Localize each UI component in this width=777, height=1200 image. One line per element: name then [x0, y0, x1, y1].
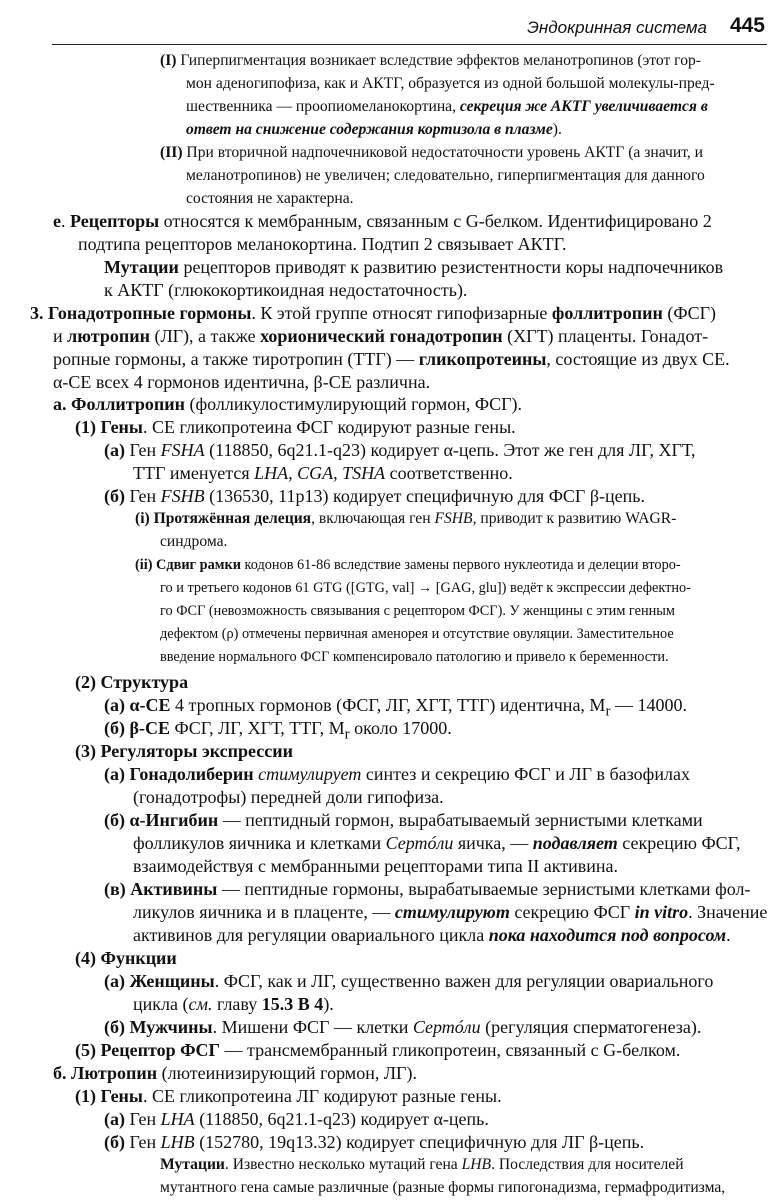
text-span: , включающая ген	[311, 510, 435, 527]
text-line	[160, 600, 675, 622]
running-title: Эндокринная система	[527, 18, 707, 37]
text-span: Ген	[125, 1132, 161, 1152]
text-line	[104, 878, 750, 900]
text-line	[186, 165, 705, 187]
text-line	[75, 947, 177, 969]
text-span: (1) Гены	[75, 417, 143, 437]
text-span: (4) Функции	[75, 948, 177, 968]
text-span: подтипа рецепторов меланокортина. Подтип 2 связывает АКТГ.	[78, 234, 567, 254]
text-span: (ХГТ) плаценты. Гонадот-	[502, 326, 709, 346]
text-span: относятся к мембранным, связанным с G-белком. Идентифицировано 2	[159, 211, 712, 231]
text-span: in vitro	[634, 902, 689, 922]
text-span: ФСГ, ЛГ, ХГТ, ТТГ, M	[169, 718, 345, 738]
text-line	[160, 577, 691, 599]
text-span: взаимодействуя с мембранными рецепторами типа II активина.	[133, 856, 618, 876]
text-span: б. Лютропин	[53, 1063, 158, 1083]
text-span: . СЕ гликопротеина ЛГ кодируют разные гены.	[142, 1086, 502, 1106]
text-span: состояния не характерна.	[186, 190, 354, 207]
text-span: главу	[212, 994, 262, 1014]
text-span: . Последствия для носителей	[491, 1156, 684, 1173]
text-span: . СЕ гликопротеина ФСГ кодируют разные гены.	[142, 417, 516, 437]
text-span: кодонов 61-86 вследствие замены первого нуклеотида и делеции второ-	[240, 557, 681, 573]
text-span: (а) Гонадолиберин	[104, 764, 254, 784]
text-span: 4 тропных гормонов (ФСГ, ЛГ, ХГТ, ТТГ) идентична, M	[170, 695, 606, 715]
text-span: ответ на снижение содержания кортизола в плазме	[186, 121, 553, 138]
text-span: подавляет	[532, 833, 618, 853]
text-line	[133, 462, 513, 484]
text-span: мутантного гена самые различные (разные формы гипогонадизма, гермафродитизма,	[160, 1179, 726, 1196]
text-line	[135, 554, 681, 576]
text-span: (фолликулостимулирующий гормон, ФСГ).	[184, 394, 522, 414]
text-span: — пептидные гормоны, вырабатываемые зернистыми клетками фол-	[217, 879, 751, 899]
text-span: к АКТГ (глюкокортикоидная недостаточность).	[104, 280, 468, 300]
text-span: Рецепторы	[70, 211, 160, 231]
text-span: . Мишени ФСГ — клетки	[212, 1017, 413, 1037]
text-span: пока находится под вопросом	[488, 925, 727, 945]
text-span: фолликулов яичника и клетками	[133, 833, 386, 853]
text-span: LHB	[160, 1132, 195, 1152]
text-span: LHA	[160, 1109, 195, 1129]
text-span: синдрома.	[160, 533, 228, 550]
text-line	[133, 855, 618, 877]
text-span: FSHB	[160, 486, 205, 506]
text-span: (II)	[160, 144, 183, 161]
text-span: (б)	[104, 1132, 125, 1152]
text-span: Сертóли	[412, 1017, 481, 1037]
text-span: (3) Регуляторы экспрессии	[75, 741, 293, 761]
text-line	[133, 901, 767, 923]
text-span: мон аденогипофиза, как и АКТГ, образуется из одной большой молекулы-пред-	[186, 75, 715, 92]
text-line	[53, 371, 430, 393]
text-span: . Известно несколько мутаций гена	[224, 1156, 462, 1173]
text-line	[53, 1062, 417, 1084]
text-span: яичка, —	[453, 833, 533, 853]
text-span: r	[344, 726, 350, 743]
text-line	[104, 809, 703, 831]
text-span: активинов для регуляции овариального цикла	[133, 925, 489, 945]
text-span: (ФСГ)	[662, 303, 716, 323]
text-span: Мутации	[104, 257, 179, 277]
text-line	[104, 763, 690, 785]
text-span: FSHB	[434, 510, 473, 527]
text-span: ).	[323, 994, 334, 1014]
text-span: . К этой группе относят гипофизарные	[251, 303, 552, 323]
text-line	[53, 348, 730, 370]
text-span: (а) α-СЕ	[104, 695, 171, 715]
text-span: (гонадотрофы) передней доли гипофиза.	[133, 787, 444, 807]
text-line	[160, 531, 227, 553]
text-span: r	[605, 703, 611, 720]
text-line	[104, 256, 723, 278]
text-line	[30, 302, 716, 324]
text-span: 15.3 В 4	[261, 994, 324, 1014]
text-span: лютропин	[67, 326, 150, 346]
text-line	[104, 1016, 701, 1038]
text-line	[53, 210, 712, 232]
text-span: . ФСГ, как и ЛГ, существенно важен для регуляции овариального	[214, 971, 714, 991]
text-span: ропные гормоны, а также тиротропин (ТТГ) —	[53, 349, 419, 369]
text-span: меланотропинов) не увеличен; следовательно, гиперпигментация для данного	[186, 167, 705, 184]
text-line	[160, 646, 669, 668]
text-span: секреция же АКТГ увеличивается в	[459, 98, 708, 115]
text-span: Сертóли	[385, 833, 454, 853]
text-line	[133, 786, 444, 808]
text-span: дефектом (ρ) отмечены первичная аменорея и отсутствие овуляции. Заместительное	[160, 626, 674, 642]
text-span: е	[53, 211, 61, 231]
text-span: Мутации	[160, 1156, 225, 1173]
text-line	[75, 740, 293, 762]
text-span: синтез и секрецию ФСГ и ЛГ в базофилах	[361, 764, 690, 784]
text-line	[75, 1039, 680, 1061]
text-line	[186, 96, 708, 118]
text-span: (регуляция сперматогенеза).	[480, 1017, 702, 1037]
text-span: (а)	[104, 440, 125, 460]
text-line	[186, 119, 562, 141]
text-line	[104, 279, 467, 301]
page-number: 445	[729, 14, 765, 37]
text-line	[53, 393, 522, 415]
text-span: LHB	[461, 1156, 492, 1173]
text-span: , приводит к развитию WAGR-	[472, 510, 677, 527]
text-span: го ФСГ (невозможность связывания с рецептором ФСГ). У женщины с этим генным	[160, 603, 675, 619]
text-span: (б) β-СЕ	[104, 718, 170, 738]
text-line	[160, 623, 674, 645]
text-span: стимулируют	[394, 902, 510, 922]
text-span: цикла (	[133, 994, 189, 1014]
text-span: около 17000.	[349, 718, 452, 738]
text-span: ).	[552, 121, 562, 138]
text-span: ТТГ именуется	[133, 463, 255, 483]
text-line	[133, 832, 741, 854]
text-line	[104, 1108, 489, 1130]
text-span: (i) Протяжённая делеция	[135, 510, 312, 527]
page-header	[0, 14, 777, 44]
text-span: а. Фоллитропин	[53, 394, 185, 414]
text-span: (118850, 6q21.1-q23) кодирует α-цепь.	[194, 1109, 489, 1129]
text-span: Ген	[125, 1109, 161, 1129]
text-span: (б) Мужчины	[104, 1017, 213, 1037]
text-span: (а)	[104, 1109, 125, 1129]
text-span: го и третьего кодонов 61 GTG ([GTG, val] → [GAG, glu]) ведёт к экспрессии дефектно-	[160, 580, 691, 596]
text-line	[135, 508, 676, 530]
text-span: рецепторов приводят к развитию резистентности коры надпочечников	[178, 257, 724, 277]
text-line	[75, 416, 516, 438]
text-span: секрецию ФСГ,	[617, 833, 741, 853]
text-line	[75, 1085, 502, 1107]
text-span: и	[53, 326, 68, 346]
text-span: (ЛГ), а также	[149, 326, 261, 346]
text-span: . Значение	[688, 902, 768, 922]
text-span: (2) Структура	[75, 672, 189, 692]
text-span: LHA, CGA, TSHA	[254, 463, 386, 483]
text-span: (а) Женщины	[104, 971, 215, 991]
text-span: При вторичной надпочечниковой недостаточности уровень АКТГ (а значит, и	[182, 144, 704, 161]
text-line	[160, 1177, 725, 1199]
text-span: хорионический гонадотропин	[260, 326, 503, 346]
text-span: шественника — проопиомеланокортина,	[186, 98, 460, 115]
text-span: фоллитропин	[551, 303, 663, 323]
text-span: — 14000.	[610, 695, 687, 715]
text-span: (1) Гены	[75, 1086, 143, 1106]
text-line	[78, 233, 566, 255]
text-line	[133, 924, 731, 946]
text-span: , состоящие из двух СЕ.	[546, 349, 730, 369]
text-span: 3. Гонадотропные гормоны	[30, 303, 252, 323]
text-line	[53, 325, 708, 347]
text-line	[104, 485, 645, 507]
text-span: секрецию ФСГ	[509, 902, 635, 922]
text-span: FSHA	[160, 440, 205, 460]
text-span: — трансмембранный гликопротеин, связанный с G-белком.	[220, 1040, 681, 1060]
text-span: α-СЕ всех 4 гормонов идентична, β-СЕ различна.	[53, 372, 431, 392]
text-span: (136530, 11p13) кодирует специфичную для ФСГ β-цепь.	[204, 486, 645, 506]
text-span: (118850, 6q21.1-q23) кодирует α-цепь. Этот же ген для ЛГ, ХГТ,	[204, 440, 696, 460]
text-line	[160, 1154, 684, 1176]
text-span: — пептидный гормон, вырабатываемый зернистыми клетками	[218, 810, 703, 830]
text-span: (I)	[160, 52, 177, 69]
text-line	[104, 439, 696, 461]
text-span: (б)	[104, 486, 125, 506]
text-span: Ген	[125, 486, 161, 506]
text-span: ликулов яичника и в плаценте, —	[133, 902, 395, 922]
text-span: стимулирует	[258, 764, 362, 784]
text-span: (5) Рецептор ФСГ	[75, 1040, 220, 1060]
text-line	[160, 142, 703, 164]
text-span: Ген	[125, 440, 161, 460]
text-span: гликопротеины	[418, 349, 547, 369]
text-span: .	[726, 925, 731, 945]
text-line	[104, 970, 713, 992]
header-rule	[52, 44, 767, 45]
text-span: (в) Активины	[104, 879, 218, 899]
text-line	[186, 73, 715, 95]
text-span: см.	[188, 994, 213, 1014]
text-span: соответственно.	[385, 463, 513, 483]
text-span: (б) α-Ингибин	[104, 810, 219, 830]
text-span: Гиперпигментация возникает вследствие эффектов меланотропинов (этот гор-	[176, 52, 701, 69]
text-span: (152780, 19q13.32) кодирует специфичную для ЛГ β-цепь.	[194, 1132, 645, 1152]
text-line	[133, 993, 334, 1015]
text-span: .	[61, 211, 70, 231]
text-span: (лютеинизирующий гормон, ЛГ).	[157, 1063, 417, 1083]
text-line	[75, 671, 188, 693]
text-line	[186, 188, 354, 210]
text-span: (ii) Сдвиг рамки	[135, 557, 241, 573]
text-span: введение нормального ФСГ компенсировало патологию и привело к беременности.	[160, 649, 669, 665]
text-line	[160, 50, 701, 72]
text-line	[104, 1131, 644, 1153]
